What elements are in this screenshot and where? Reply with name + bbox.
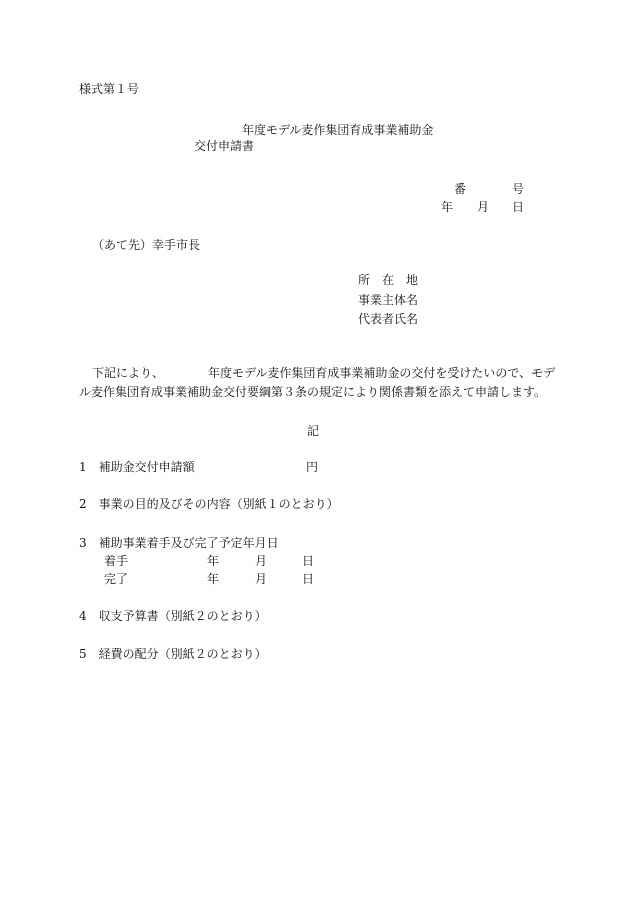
date-month: 月 [477, 200, 490, 214]
item-5: 5 経費の配分（別紙２のとおり） [79, 647, 267, 661]
item-3-end-label: 完了 [104, 572, 129, 586]
item-3-start-month: 月 [255, 554, 268, 568]
item-1-label: 1 補助金交付申請額 [79, 460, 195, 474]
title-line-2: 交付申請書 [194, 139, 255, 153]
body-line-2: ル麦作集団育成事業補助金交付要綱第３条の規定により関係書類を添えて申請します。 [79, 385, 547, 399]
entity-name-label: 事業主体名 [358, 293, 419, 307]
item-3-end-month: 月 [255, 572, 268, 586]
item-4: 4 収支予算書（別紙２のとおり） [79, 609, 267, 623]
item-2: 2 事業の目的及びその内容（別紙１のとおり） [79, 497, 339, 511]
ki-heading: 記 [307, 424, 320, 438]
item-1-unit: 円 [306, 460, 319, 474]
number-go: 号 [512, 182, 525, 196]
item-3-start-day: 日 [302, 554, 315, 568]
representative-label: 代表者氏名 [358, 312, 419, 326]
date-year: 年 [441, 200, 454, 214]
item-3-start-label: 着手 [104, 554, 129, 568]
form-number: 様式第１号 [79, 82, 140, 96]
date-day: 日 [512, 200, 525, 214]
location-label: 所 在 地 [358, 273, 419, 287]
number-ban: 番 [454, 182, 467, 196]
addressee: （あて先）幸手市長 [92, 238, 201, 252]
item-3-end-day: 日 [302, 572, 315, 586]
item-3-start-year: 年 [207, 554, 220, 568]
item-3: 3 補助事業着手及び完了予定年月日 [79, 536, 279, 550]
body-line-1-start: 下記により、 [92, 366, 165, 380]
item-3-end-year: 年 [207, 572, 220, 586]
body-line-1-end: 年度モデル麦作集団育成事業補助金の交付を受けたいので、モデ [208, 366, 556, 380]
title-line-1: 年度モデル麦作集団育成事業補助金 [242, 123, 434, 137]
